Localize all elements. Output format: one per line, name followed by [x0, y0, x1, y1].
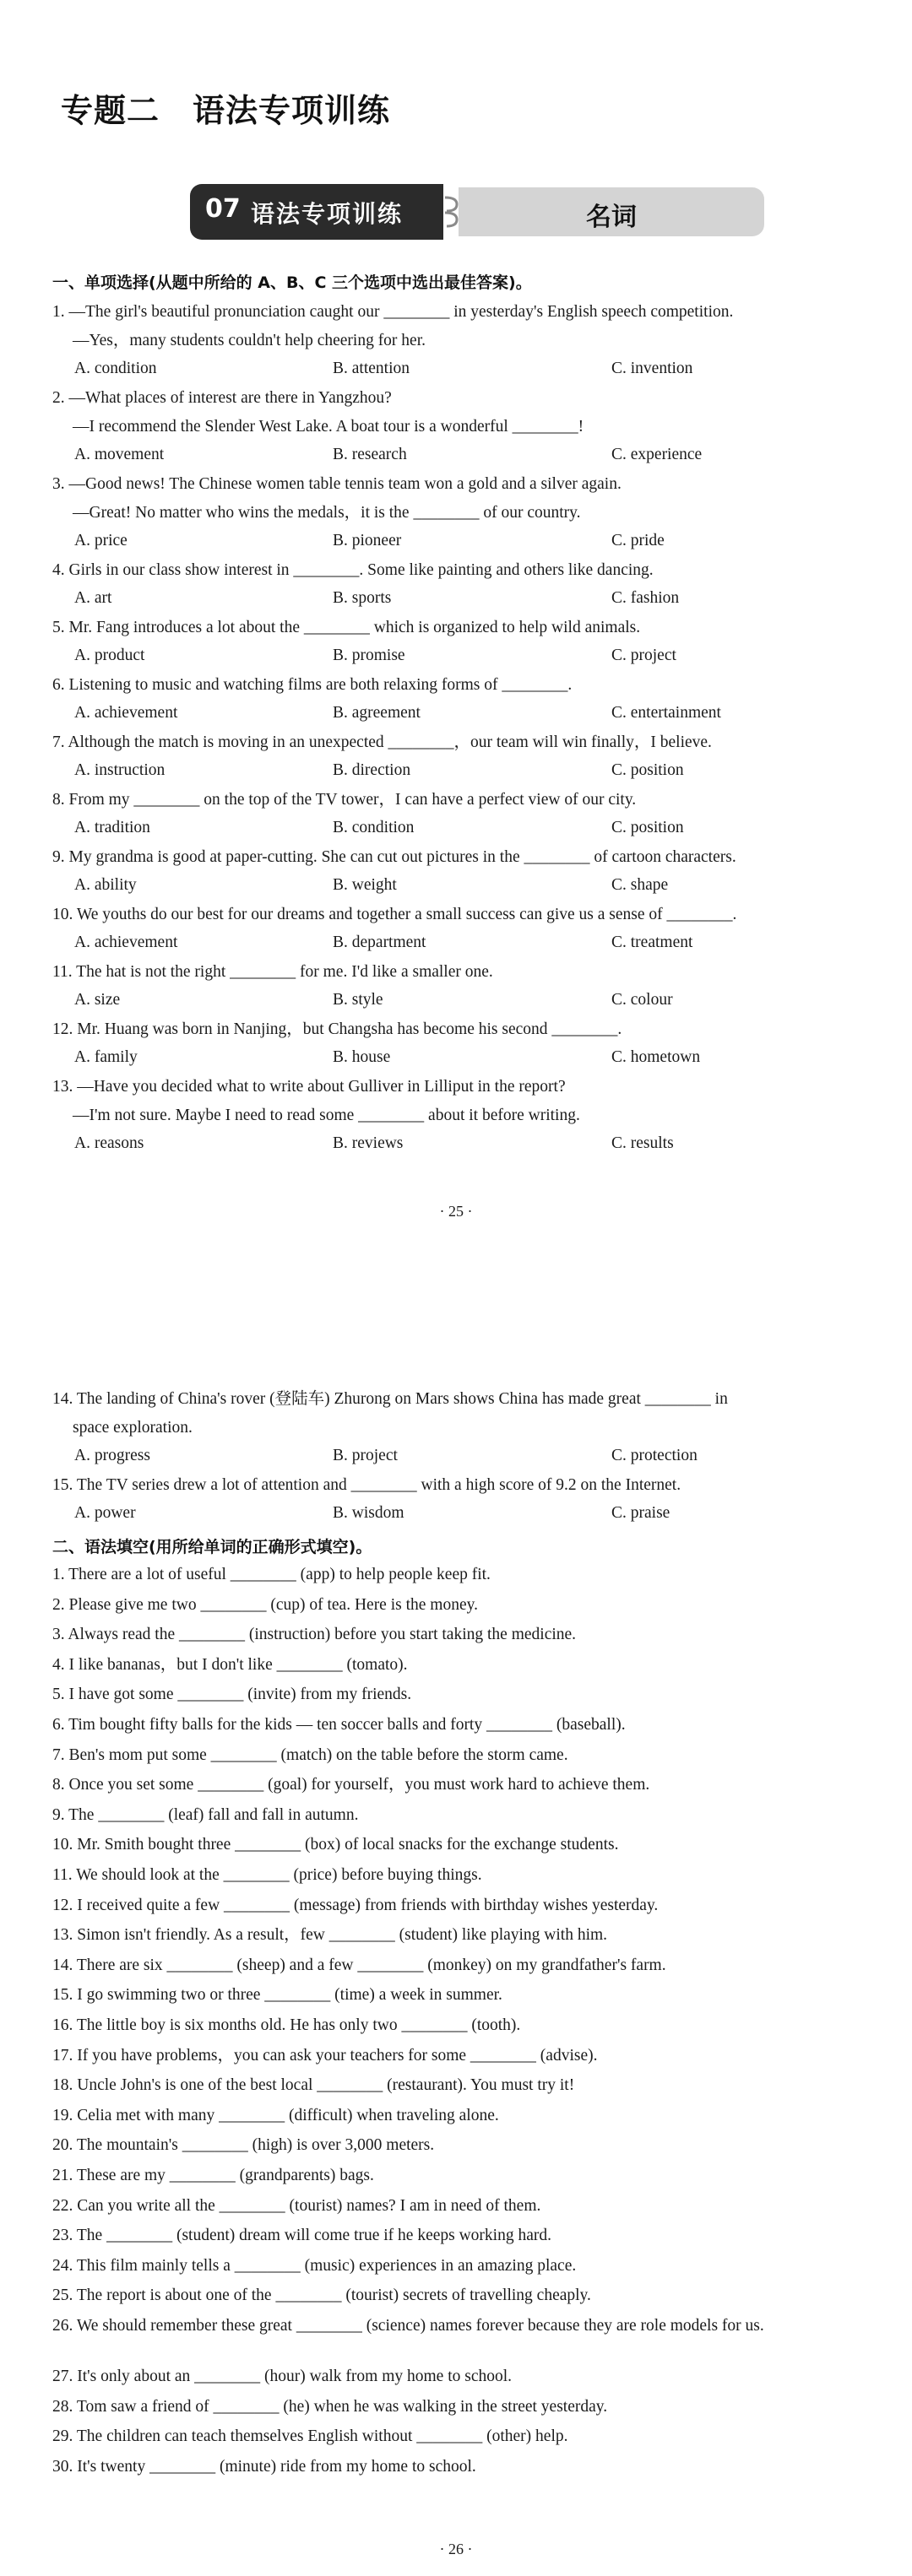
section-heading-choice: 一、单项选择(从题中所给的 A、B、C 三个选项中选出最佳答案)。	[52, 273, 532, 292]
option-a[interactable]: A. size	[74, 991, 121, 1009]
topic-title: 名词	[586, 203, 637, 232]
option-a[interactable]: A. price	[74, 532, 128, 549]
fill-in-item: 18. Uncle John's is one of the best local ________ (restaurant). You must try it!	[52, 2076, 575, 2095]
fill-in-item: 21. These are my ________ (grandparents) bags.	[52, 2167, 374, 2184]
question-stem: 7. Although the match is moving in an unexpected ________，our team will win finally，I believe.	[52, 733, 712, 751]
question-stem: 9. My grandma is good at paper-cutting. She can cut out pictures in the ________ of cartoon characters.	[52, 848, 736, 866]
options-row	[74, 761, 834, 782]
fill-in-item: 4. I like bananas，but I don't like ________ (tomato).	[52, 1655, 408, 1674]
option-b[interactable]: B. pioneer	[333, 532, 402, 549]
fill-in-item: 13. Simon isn't friendly. As a result，few ________ (student) like playing with him.	[52, 1926, 608, 1945]
option-a[interactable]: A. instruction	[74, 761, 166, 779]
option-a[interactable]: A. achievement	[74, 934, 178, 951]
unit-banner	[190, 184, 764, 240]
option-c[interactable]: C. position	[611, 819, 684, 836]
option-b[interactable]: B. weight	[333, 876, 397, 894]
option-b[interactable]: B. wisdom	[333, 1504, 404, 1522]
option-a[interactable]: A. progress	[74, 1447, 150, 1464]
option-c[interactable]: C. fashion	[611, 589, 680, 607]
options-row	[74, 360, 834, 380]
option-c[interactable]: C. results	[611, 1134, 674, 1152]
options-row	[74, 589, 834, 609]
question-stem: 13. —Have you decided what to write about Gulliver in Lilliput in the report?	[52, 1078, 566, 1096]
fill-in-item: 12. I received quite a few ________ (message) from friends with birthday wishes yesterday.	[52, 1896, 659, 1914]
option-a[interactable]: A. power	[74, 1504, 136, 1522]
options-row	[74, 704, 834, 724]
option-b[interactable]: B. research	[333, 446, 407, 463]
page-number: · 25 ·	[439, 1203, 473, 1220]
question-stem: 1. —The girl's beautiful pronunciation caught our ________ in yesterday's English speech competition.	[52, 303, 734, 321]
question-stem-continued: —Yes，many students couldn't help cheering for her.	[73, 332, 426, 349]
fill-in-item: 26. We should remember these great ________ (science) names forever because they are role models for us.	[52, 2317, 764, 2335]
fill-in-item: 14. There are six ________ (sheep) and a few ________ (monkey) on my grandfather's farm.	[52, 1956, 666, 1974]
option-a[interactable]: A. tradition	[74, 819, 150, 836]
fill-in-item: 25. The report is about one of the ________ (tourist) secrets of travelling cheaply.	[52, 2286, 591, 2305]
options-row	[74, 934, 834, 954]
option-b[interactable]: B. style	[333, 991, 383, 1009]
option-c[interactable]: C. entertainment	[611, 704, 721, 722]
question-stem: 3. —Good news! The Chinese women table tennis team won a gold and a silver again.	[52, 475, 622, 493]
banner-topic-box	[459, 187, 764, 236]
page-number: · 26 ·	[439, 2541, 473, 2557]
fill-in-item: 30. It's twenty ________ (minute) ride from my home to school.	[52, 2457, 476, 2476]
fill-in-item: 5. I have got some ________ (invite) from my friends.	[52, 1686, 412, 1704]
question-stem: 11. The hat is not the right ________ for me. I'd like a smaller one.	[52, 963, 493, 981]
question-stem-continued: space exploration.	[73, 1419, 193, 1437]
fill-in-item: 28. Tom saw a friend of ________ (he) when he was walking in the street yesterday.	[52, 2397, 608, 2416]
option-c[interactable]: C. treatment	[611, 934, 693, 951]
options-row	[74, 819, 834, 839]
option-b[interactable]: B. condition	[333, 819, 415, 836]
options-row	[74, 446, 834, 466]
question-stem: 10. We youths do our best for our dreams and together a small success can give us a sense of ________.	[52, 906, 737, 923]
option-b[interactable]: B. direction	[333, 761, 411, 779]
fill-in-item: 22. Can you write all the ________ (tourist) names? I am in need of them.	[52, 2196, 541, 2215]
section-heading-fill: 二、语法填空(用所给单词的正确形式填空)。	[52, 1538, 372, 1556]
option-b[interactable]: B. agreement	[333, 704, 421, 722]
option-c[interactable]: C. shape	[611, 876, 669, 894]
question-stem: 8. From my ________ on the top of the TV tower，I can have a perfect view of our city.	[52, 791, 637, 809]
fill-in-item: 23. The ________ (student) dream will come true if he keeps working hard.	[52, 2227, 551, 2245]
option-b[interactable]: B. attention	[333, 360, 410, 377]
option-b[interactable]: B. promise	[333, 647, 405, 664]
option-b[interactable]: B. reviews	[333, 1134, 404, 1152]
question-stem: 5. Mr. Fang introduces a lot about the ________ which is organized to help wild animals.	[52, 619, 641, 636]
page-title: 专题二 语法专项训练	[61, 92, 391, 129]
options-row	[74, 1048, 834, 1069]
option-b[interactable]: B. project	[333, 1447, 398, 1464]
option-a[interactable]: A. movement	[74, 446, 165, 463]
question-stem: 6. Listening to music and watching films are both relaxing forms of ________.	[52, 676, 573, 694]
option-c[interactable]: C. pride	[611, 532, 665, 549]
option-b[interactable]: B. house	[333, 1048, 391, 1066]
fill-in-item: 19. Celia met with many ________ (difficult) when traveling alone.	[52, 2106, 499, 2124]
fill-in-item: 27. It's only about an ________ (hour) walk from my home to school.	[52, 2368, 513, 2385]
options-row	[74, 991, 834, 1011]
options-row	[74, 1504, 834, 1524]
option-c[interactable]: C. experience	[611, 446, 703, 463]
option-c[interactable]: C. colour	[611, 991, 673, 1009]
options-row	[74, 876, 834, 896]
fill-in-item: 1. There are a lot of useful ________ (app) to help people keep fit.	[52, 1566, 491, 1583]
option-a[interactable]: A. product	[74, 647, 145, 664]
fill-in-item: 8. Once you set some ________ (goal) for yourself，you must work hard to achieve them.	[52, 1776, 650, 1794]
options-row	[74, 647, 834, 667]
option-a[interactable]: A. family	[74, 1048, 138, 1066]
question-stem: 15. The TV series drew a lot of attention and ________ with a high score of 9.2 on the Internet.	[52, 1476, 681, 1494]
fill-in-item: 10. Mr. Smith bought three ________ (box) of local snacks for the exchange students.	[52, 1836, 619, 1854]
option-c[interactable]: C. protection	[611, 1447, 698, 1464]
question-stem-continued: —I'm not sure. Maybe I need to read some ________ about it before writing.	[73, 1107, 580, 1124]
fill-in-item: 17. If you have problems，you can ask your teachers for some ________ (advise).	[52, 2046, 598, 2065]
option-a[interactable]: A. reasons	[74, 1134, 144, 1152]
fill-in-item: 7. Ben's mom put some ________ (match) on the table before the storm came.	[52, 1745, 568, 1764]
banner-label-box	[190, 184, 443, 240]
question-stem-continued: —Great! No matter who wins the medals，it is the ________ of our country.	[73, 504, 581, 522]
question-stem: 2. —What places of interest are there in Yangzhou?	[52, 389, 392, 407]
option-a[interactable]: A. condition	[74, 360, 157, 377]
fill-in-item: 9. The ________ (leaf) fall and fall in autumn.	[52, 1805, 359, 1824]
fill-in-item: 15. I go swimming two or three ________ (time) a week in summer.	[52, 1986, 502, 2005]
unit-label: 语法专项训练	[251, 200, 404, 228]
option-a[interactable]: A. achievement	[74, 704, 178, 722]
fill-in-item: 6. Tim bought fifty balls for the kids — ten soccer balls and forty ________ (baseball).	[52, 1716, 626, 1734]
page-26	[0, 1350, 912, 2576]
option-a[interactable]: A. ability	[74, 876, 137, 894]
page-25	[0, 0, 912, 1241]
fill-in-item: 2. Please give me two ________ (cup) of tea. Here is the money.	[52, 1595, 478, 1614]
option-c[interactable]: C. hometown	[611, 1048, 701, 1066]
options-row	[74, 1447, 834, 1467]
unit-number: 07	[205, 194, 241, 224]
option-c[interactable]: C. project	[611, 647, 676, 664]
fill-in-item: 11. We should look at the ________ (price) before buying things.	[52, 1866, 482, 1884]
question-stem-continued: —I recommend the Slender West Lake. A boat tour is a wonderful ________!	[73, 418, 584, 436]
question-stem: 4. Girls in our class show interest in ________. Some like painting and others like dancing.	[52, 561, 654, 579]
fill-in-item: 16. The little boy is six months old. He has only two ________ (tooth).	[52, 2016, 521, 2034]
option-b[interactable]: B. sports	[333, 589, 392, 607]
option-a[interactable]: A. art	[74, 589, 112, 607]
fill-in-item: 20. The mountain's ________ (high) is over 3,000 meters.	[52, 2136, 435, 2155]
fill-in-item: 29. The children can teach themselves English without ________ (other) help.	[52, 2427, 568, 2446]
option-c[interactable]: C. praise	[611, 1504, 670, 1522]
question-stem: 12. Mr. Huang was born in Nanjing，but Changsha has become his second ________.	[52, 1020, 622, 1038]
option-c[interactable]: C. invention	[611, 360, 693, 377]
option-c[interactable]: C. position	[611, 761, 684, 779]
fill-in-item: 3. Always read the ________ (instruction) before you start taking the medicine.	[52, 1626, 577, 1644]
options-row	[74, 532, 834, 552]
fill-in-item: 24. This film mainly tells a ________ (music) experiences in an amazing place.	[52, 2256, 577, 2275]
option-b[interactable]: B. department	[333, 934, 426, 951]
question-stem: 14. The landing of China's rover (登陆车) Zhurong on Mars shows China has made great ________ in	[52, 1390, 728, 1408]
options-row	[74, 1134, 834, 1155]
